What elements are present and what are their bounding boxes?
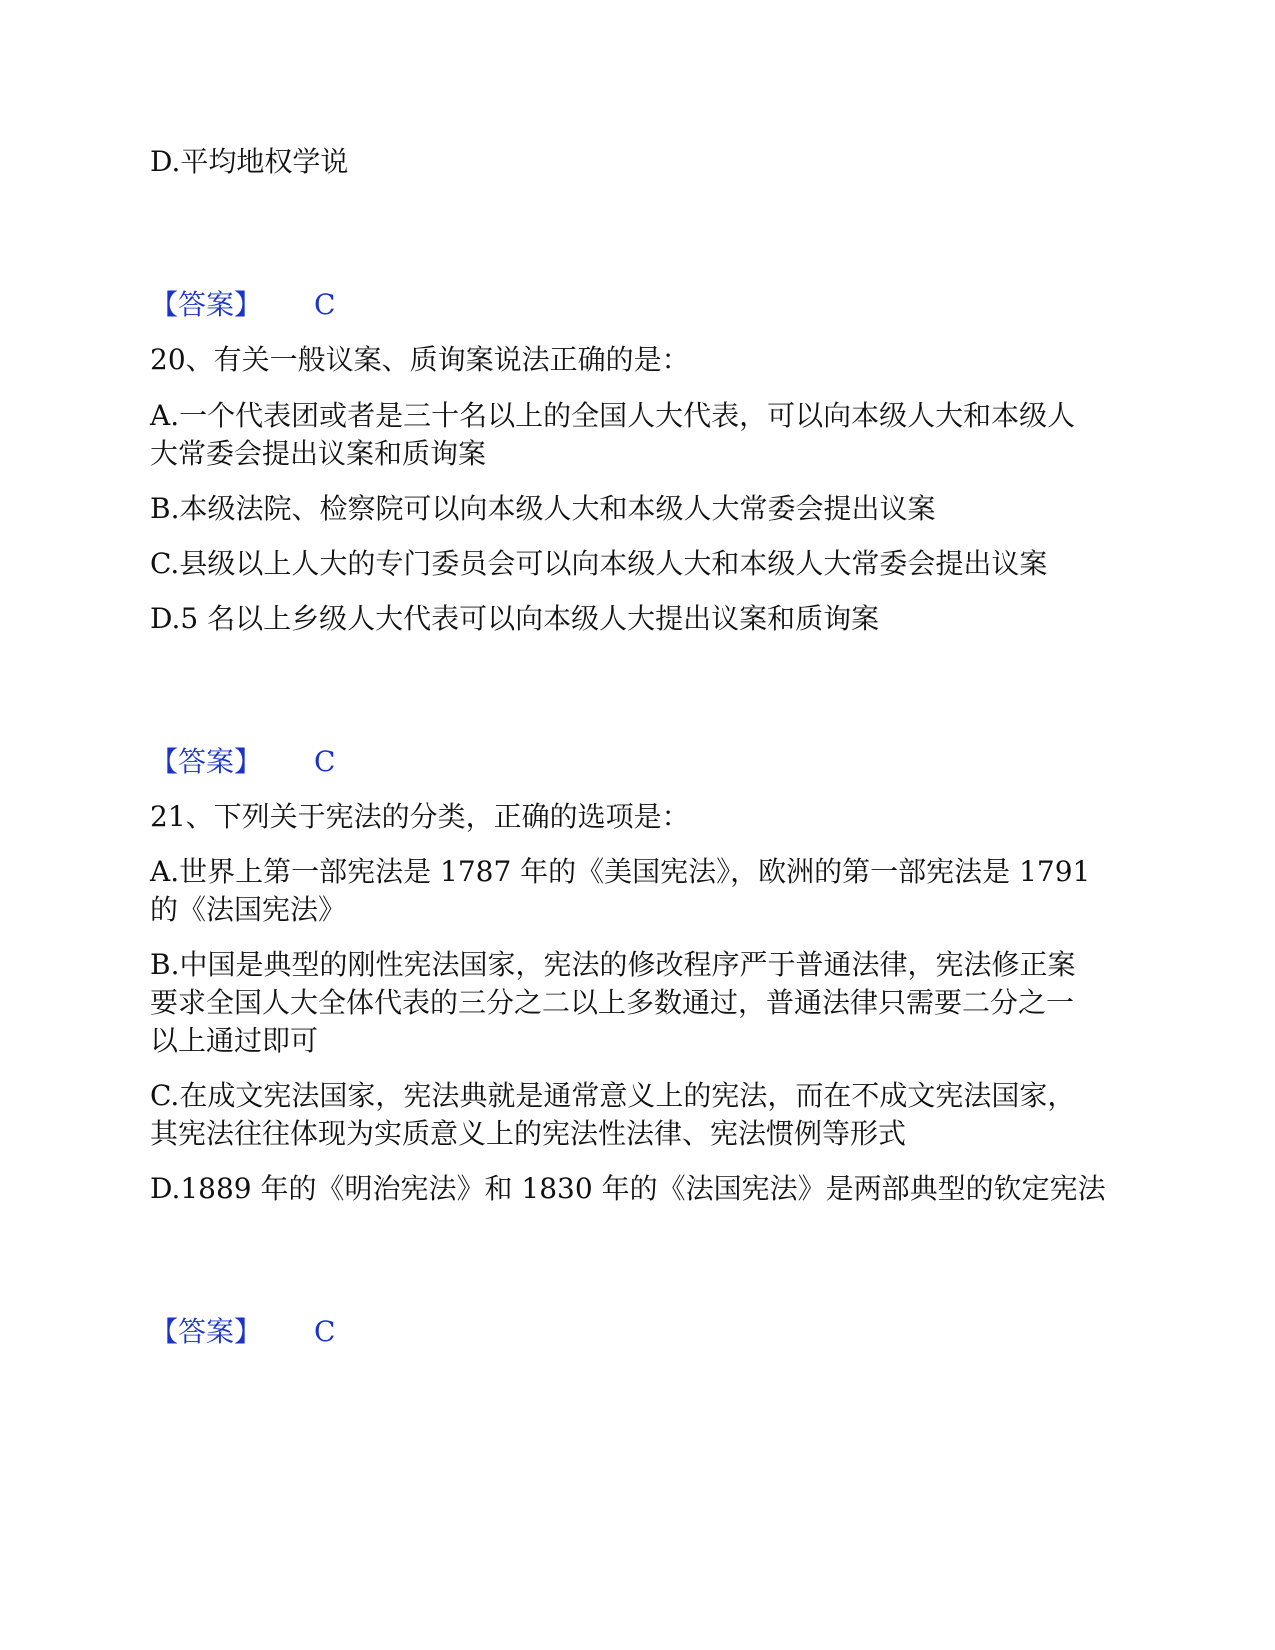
q21-option-b-line2: 要求全国人大全体代表的三分之二以上多数通过，普通法律只需要二分之一 — [150, 986, 1075, 1019]
q19-answer — [150, 285, 335, 325]
q20-option-b: B.本级法院、检察院可以向本级人大和本级人大常委会提出议案 — [150, 492, 936, 525]
q20-option-d: D.5 名以上乡级人大代表可以向本级人大提出议案和质询案 — [150, 602, 880, 635]
q21-option-d: D.1889 年的《明治宪法》和 1830 年的《法国宪法》是两部典型的钦定宪法 — [150, 1172, 1106, 1205]
q20-option-a-line2: 大常委会提出议案和质询案 — [150, 437, 487, 470]
q21-answer — [150, 1312, 335, 1352]
q21-option-a-line2: 的《法国宪法》 — [150, 893, 347, 926]
q21-option-a-line1: A.世界上第一部宪法是 1787 年的《美国宪法》，欧洲的第一部宪法是 1791 — [150, 855, 1091, 888]
q20-option-c: C.县级以上人大的专门委员会可以向本级人大和本级人大常委会提出议案 — [150, 547, 1048, 580]
q20-answer — [150, 742, 335, 782]
q21-option-c-line2: 其宪法往往体现为实质意义上的宪法性法律、宪法惯例等形式 — [150, 1117, 907, 1150]
answer-value: C — [314, 288, 336, 321]
q19-option-d: D.平均地权学说 — [150, 145, 349, 178]
q21-option-c-line1: C.在成文宪法国家，宪法典就是通常意义上的宪法，而在不成文宪法国家， — [150, 1079, 1076, 1112]
q20-option-a-line1: A.一个代表团或者是三十名以上的全国人大代表，可以向本级人大和本级人 — [150, 399, 1076, 432]
answer-label: 【答案】 — [150, 1315, 263, 1348]
answer-value: C — [314, 745, 336, 778]
answer-label: 【答案】 — [150, 745, 263, 778]
answer-label: 【答案】 — [150, 288, 263, 321]
answer-value: C — [314, 1315, 336, 1348]
q21-stem: 21、下列关于宪法的分类，正确的选项是： — [150, 800, 690, 833]
q20-stem: 20、有关一般议案、质询案说法正确的是： — [150, 343, 690, 376]
q21-option-b-line3: 以上通过即可 — [150, 1024, 319, 1057]
q21-option-b-line1: B.中国是典型的刚性宪法国家，宪法的修改程序严于普通法律，宪法修正案 — [150, 948, 1076, 981]
